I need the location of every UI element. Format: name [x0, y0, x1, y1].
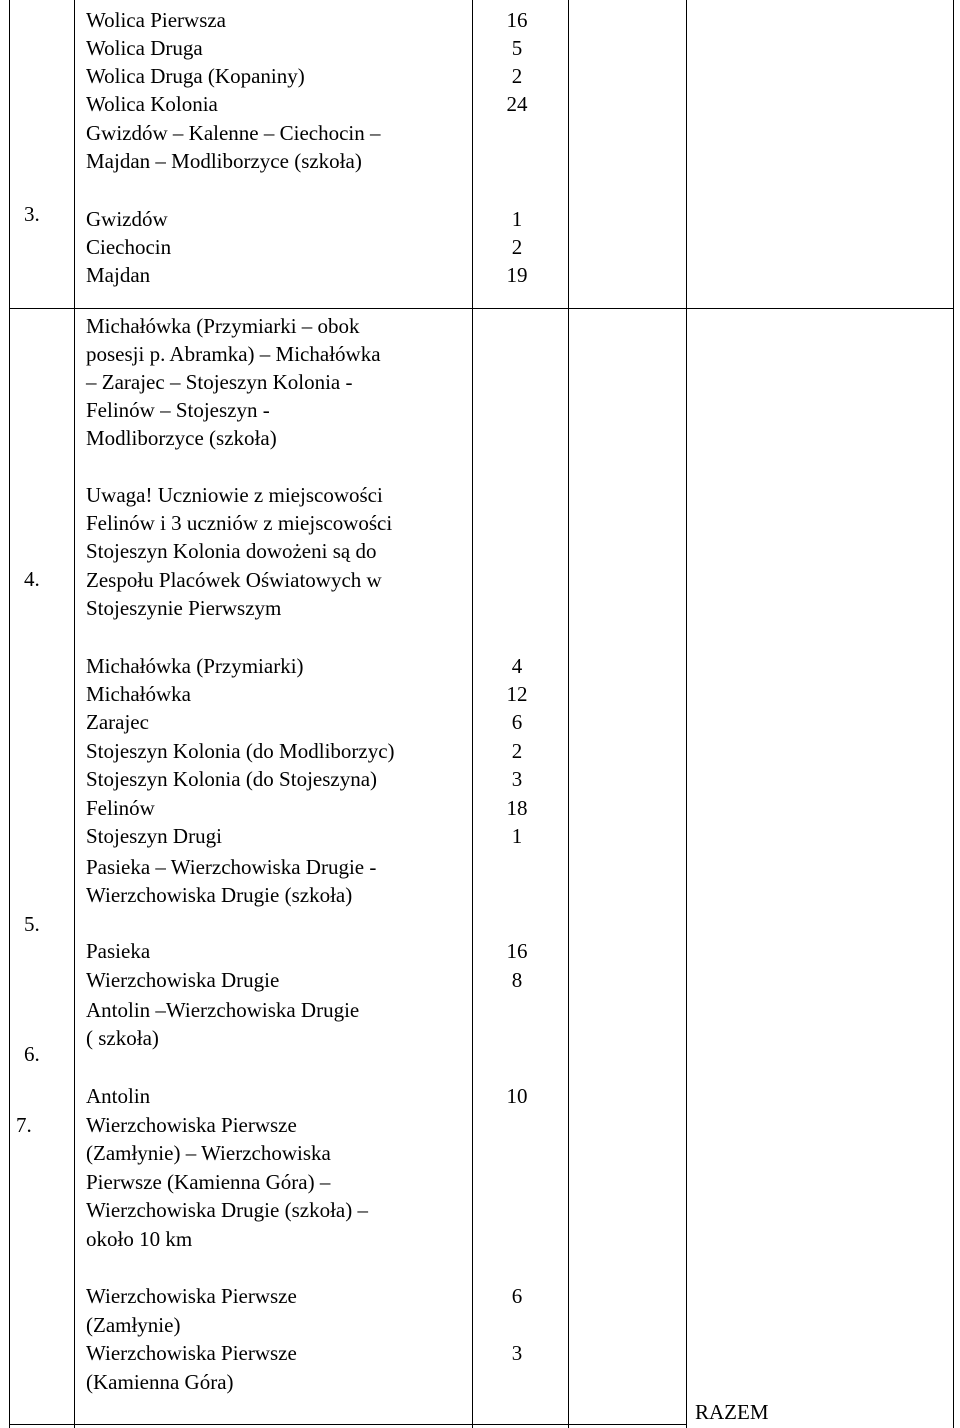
table-bottom-border — [9, 1424, 687, 1425]
location-name: Stojeszyn Drugi — [86, 824, 222, 848]
route-text: Wierzchowiska Drugie (szkoła) — [86, 883, 353, 907]
location-name: Stojeszyn Kolonia (do Stojeszyna) — [86, 767, 378, 791]
student-count: 19 — [506, 263, 528, 287]
route-text: Antolin –Wierzchowiska Drugie — [86, 998, 360, 1022]
location-name: Michałówka — [86, 682, 191, 706]
note-text: Stojeszyn Kolonia dowożeni są do — [86, 539, 377, 563]
location-name: Majdan — [86, 263, 151, 287]
column-divider — [74, 0, 75, 1428]
location-name: Wolica Pierwsza — [86, 8, 227, 32]
row-number: 7. — [16, 1113, 32, 1137]
location-name: Michałówka (Przymiarki) — [86, 654, 304, 678]
column-divider — [686, 0, 687, 1428]
student-count: 5 — [511, 36, 523, 60]
route-text: ( szkoła) — [86, 1026, 159, 1050]
location-name: (Kamienna Góra) — [86, 1370, 234, 1394]
student-count: 3 — [511, 767, 523, 791]
location-name: Felinów — [86, 796, 155, 820]
student-count: 10 — [506, 1084, 528, 1108]
row-divider — [9, 308, 954, 309]
route-text: Wierzchowiska Drugie (szkoła) – — [86, 1198, 368, 1222]
student-count: 12 — [506, 682, 528, 706]
student-count: 16 — [506, 8, 528, 32]
note-text: Felinów i 3 uczniów z miejscowości — [86, 511, 393, 535]
route-text: Michałówka (Przymiarki – obok — [86, 314, 360, 338]
student-count: 3 — [511, 1341, 523, 1365]
location-name: (Zamłynie) — [86, 1313, 181, 1337]
student-count: 2 — [511, 739, 523, 763]
location-name: Pasieka — [86, 939, 151, 963]
student-count: 6 — [511, 1284, 523, 1308]
route-text: – Zarajec – Stojeszyn Kolonia - — [86, 370, 353, 394]
route-text: około 10 km — [86, 1227, 193, 1251]
student-count: 1 — [511, 824, 523, 848]
student-count: 2 — [511, 235, 523, 259]
student-count: 1 — [511, 207, 523, 231]
location-name: Ciechocin — [86, 235, 172, 259]
student-count: 2 — [511, 64, 523, 88]
route-text: Pasieka – Wierzchowiska Drugie - — [86, 855, 377, 879]
route-text: Pierwsze (Kamienna Góra) – — [86, 1170, 331, 1194]
student-count: 16 — [506, 939, 528, 963]
note-text: Stojeszynie Pierwszym — [86, 596, 282, 620]
row-number: 5. — [24, 912, 40, 936]
location-name: Wierzchowiska Pierwsze — [86, 1284, 297, 1308]
row-number: 6. — [24, 1042, 40, 1066]
location-name: Wierzchowiska Drugie — [86, 968, 280, 992]
route-text: Modliborzyce (szkoła) — [86, 426, 277, 450]
column-divider — [472, 0, 473, 1428]
route-text: posesji p. Abramka) – Michałówka — [86, 342, 381, 366]
location-name: Wolica Druga — [86, 36, 203, 60]
location-name: Stojeszyn Kolonia (do Modliborzyc) — [86, 739, 395, 763]
total-label: RAZEM — [695, 1400, 769, 1424]
student-count: 6 — [511, 710, 523, 734]
location-name: Gwizdów — [86, 207, 168, 231]
student-count: 18 — [506, 796, 528, 820]
note-text: Zespołu Placówek Oświatowych w — [86, 568, 382, 592]
route-text: Felinów – Stojeszyn - — [86, 398, 270, 422]
location-name: Wierzchowiska Pierwsze — [86, 1341, 297, 1365]
location-name: Antolin — [86, 1084, 151, 1108]
row-number: 4. — [24, 567, 40, 591]
table-border-right — [953, 0, 954, 1428]
route-text: Gwizdów – Kalenne – Ciechocin – — [86, 121, 381, 145]
location-name: Wolica Druga (Kopaniny) — [86, 64, 305, 88]
row-number: 3. — [24, 202, 40, 226]
route-text: Wierzchowiska Pierwsze — [86, 1113, 297, 1137]
table-border-left — [9, 0, 10, 1428]
route-text: Majdan – Modliborzyce (szkoła) — [86, 149, 362, 173]
route-text: (Zamłynie) – Wierzchowiska — [86, 1141, 331, 1165]
student-count: 24 — [506, 92, 528, 116]
student-count: 8 — [511, 968, 523, 992]
location-name: Zarajec — [86, 710, 149, 734]
location-name: Wolica Kolonia — [86, 92, 218, 116]
note-text: Uwaga! Uczniowie z miejscowości — [86, 483, 383, 507]
student-count: 4 — [511, 654, 523, 678]
column-divider — [568, 0, 569, 1428]
